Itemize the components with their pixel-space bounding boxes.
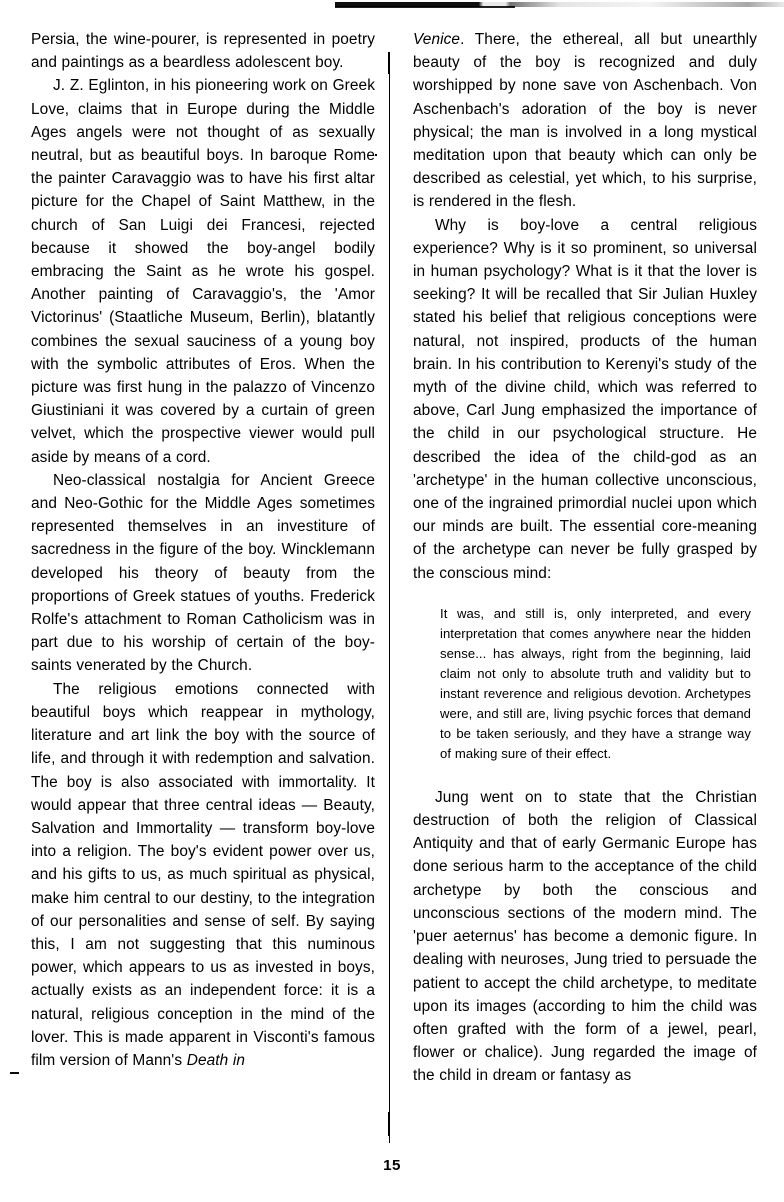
paragraph-religious-emotions-body: The religious emotions connected with beautiful boys which reappear in mythology, literature and art link the boy with the source of life, and through it with redemption and salvation. The boy is also associated with immortality. It would appear that three central ideas — Beauty, Salvation and Immortality — transform boy-love into a religion. The boy's evident power over us, and his gifts to us, as much spiritual as physical, make him central to our destiny, to the integration of our personalities and sense of self. By saying this, I am not suggesting that this numinous power, which appears to us as invested in boys, actually exists as an independent force: it is a natural, religious conception in the mind of the lover. This is made apparent in Visconti's famous film version of Mann's <box>31 680 375 1069</box>
book-title-death-in-venice-part1: Death in <box>186 1051 246 1069</box>
column-divider-rule <box>389 61 390 1143</box>
paragraph-jung-christian-destruction: Jung went on to state that the Christian destruction of both the religion of Classical Antiquity and that of early Germanic Europe has done serious harm to the acceptance of the child archetype by both the conscious and unconscious sections of the modern mind. The 'puer aeternus' has become a demonic figure. In dealing with neuroses, Jung tried to persuade the patient to accept the child archetype, to meditate upon its images (according to him the child was often grafted with the form of a jewel, pearl, flower or chalice). Jung regarded the image of the child in dream or fantasy as <box>413 788 757 1085</box>
paragraph-religious-emotions <box>31 678 375 1072</box>
paragraph-neoclassical-nostalgia: Neo-classical nostalgia for Ancient Greece and Neo-Gothic for the Middle Ages sometimes represented themselves in an investiture of sacredness in the figure of the boy. Wincklemann developed his theory of beauty from the proportions of Greek statues of youths. Frederick Rolfe's attachment to Roman Catholicism was in part due to his worship of certain of the boy-saints venerated by the Church. <box>31 471 375 675</box>
paragraph-venice-aschenbach-body: . There, the ethereal, all but unearthly beauty of the boy is recognized and duly worshipped by none save von Aschenbach. Von Aschenbach's adoration of the boy is never physical; the man is involved in a long mystical meditation upon that beauty which can only be described as celestial, yet which, to his surprise, is rendered in the flesh. <box>413 31 757 211</box>
scan-speck-left-margin <box>10 1072 19 1074</box>
blockquote-spacer <box>413 764 757 786</box>
paragraph-eglinton-greek-love: J. Z. Eglinton, in his pioneering work on Greek Love, claims that in Europe during the Middle Ages angels were not thought of as sexually neutral, but as beautiful boys. In baroque Rome the painter Caravaggio was to have his first altar picture for the Chapel of Saint Matthew, in the church of San Luigi dei Francesi, rejected because it showed the boy-angel bodily embracing the Saint as he wrote his gospel. Another painting of Caravaggio's, the 'Amor Victorinus' (Staatliche Museum, Berlin), blatantly combines the sexual sauciness of a young boy with the symbolic attributes of Eros. When the picture was first hung in the palazzo of Vincenzo Giustiniani it was covered by a curtain of green velvet, which the prospective viewer would pull aside by means of a cord. <box>31 77 375 466</box>
page-number: 15 <box>383 1157 401 1174</box>
blockquote-jung-archetypes-text: It was, and still is, only interpreted, and every interpretation that comes anywhere near the hidden sense... has always, right from the beginning, laid claim not only to absolute truth and validity but to instant reverence and religious devotion. Archetypes were, and still are, living psychic forces that demand to be taken seriously, and they have a strange way of making sure of their effect. <box>440 605 751 761</box>
blockquote-jung-archetypes <box>440 604 751 764</box>
text-column-right <box>413 28 757 1088</box>
book-title-death-in-venice-part2: Venice <box>413 31 461 48</box>
scan-speck-gutter <box>375 154 377 156</box>
scan-artifact-top-secondary <box>335 6 515 8</box>
paragraph-why-is-boy-love-central: Why is boy-love a central religious experience? Why is it so prominent, so universal in human psychology? What is it that the lover is seeking? It will be recalled that Sir Julian Huxley stated his belief that religious conceptions were natural, not inspired, products of the human brain. In his contribution to Kerenyi's study of the myth of the divine child, which was referred to above, Carl Jung emphasized the importance of the child in our psychological structure. He described the idea of the child-god as an 'archetype' in the human collective unconscious, one of the ingrained primordial nuclei upon which our minds are built. The essential core-meaning of the archetype can never be fully grasped by the conscious mind: <box>413 216 757 582</box>
paragraph-persia-wine-pourer: Persia, the wine-pourer, is represented in poetry and paintings as a beardless adolescent boy. <box>31 31 375 72</box>
text-column-left <box>31 28 375 1072</box>
scan-artifact-top <box>335 2 784 7</box>
column-divider-cap-bottom <box>388 1112 390 1136</box>
paragraph-venice-aschenbach <box>413 28 757 214</box>
